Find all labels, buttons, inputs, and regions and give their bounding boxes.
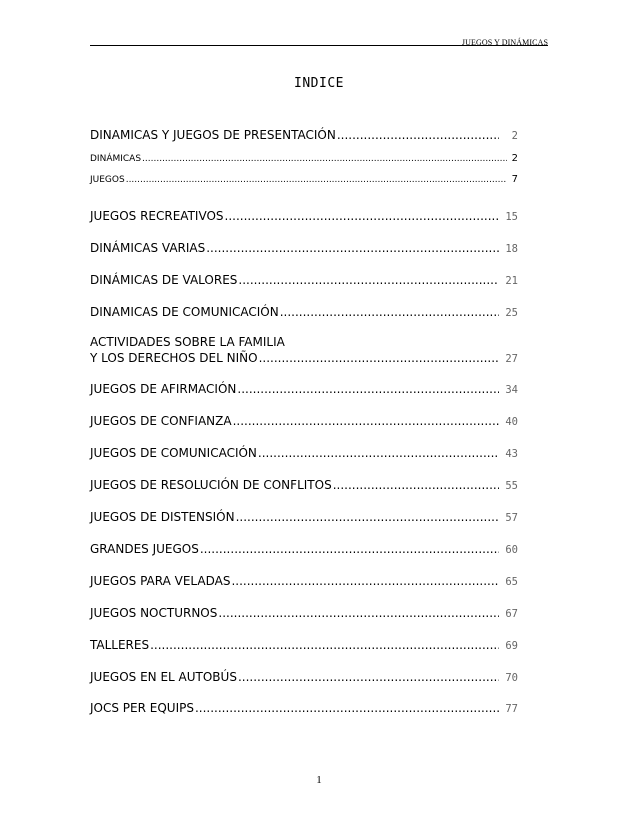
toc-entry-nocturnos[interactable]: [90, 606, 518, 620]
toc-entry-familia[interactable]: [90, 351, 518, 365]
toc-entry-autobus[interactable]: [90, 670, 518, 684]
toc-entry-comunicacion-dinamicas[interactable]: [90, 305, 518, 319]
toc-entry-page: 21: [505, 275, 518, 287]
dot-leader: [200, 542, 499, 556]
toc-entry-label: JUEGOS DE CONFIANZA: [90, 414, 232, 428]
dot-leader: [238, 273, 499, 287]
toc-entry-recreativos[interactable]: [90, 209, 518, 223]
toc-entry-afirmacion[interactable]: [90, 382, 518, 396]
toc-entry-label: JUEGOS DE AFIRMACIÓN: [90, 382, 237, 396]
running-header-title: JUEGOS Y DINÁMICAS: [461, 38, 548, 47]
dot-leader: [237, 382, 499, 396]
dot-leader: [280, 305, 499, 319]
toc-subentry-juegos[interactable]: [90, 174, 518, 185]
toc-entry-label: JUEGOS: [90, 175, 125, 185]
toc-entry-label: JOCS PER EQUIPS: [90, 701, 194, 715]
toc-entry-label: JUEGOS DE COMUNICACIÓN: [90, 446, 257, 460]
toc-entry-page: 7: [511, 174, 518, 185]
toc-entry-valores[interactable]: [90, 273, 518, 287]
toc-entry-label: JUEGOS RECREATIVOS: [90, 209, 224, 223]
toc-entry-label: DINÁMICAS: [90, 154, 142, 164]
dot-leader: [126, 175, 507, 185]
header-rule: [90, 45, 548, 46]
page-number: 1: [316, 774, 322, 786]
toc-subentry-dinamicas[interactable]: [90, 153, 518, 164]
toc-entry-label: JUEGOS EN EL AUTOBÚS: [90, 670, 237, 684]
toc-entry-label: DINÁMICAS VARIAS: [90, 241, 206, 255]
toc-entry-page: 69: [505, 640, 518, 652]
toc-entry-page: 43: [505, 448, 518, 460]
toc-entry-page: 34: [505, 384, 518, 396]
toc-entry-label: GRANDES JUEGOS: [90, 542, 199, 556]
dot-leader: [150, 638, 499, 652]
toc-entry-page: 65: [505, 576, 518, 588]
toc-entry-page: 77: [505, 703, 518, 715]
toc-entry-label: DINAMICAS Y JUEGOS DE PRESENTACIÓN: [90, 128, 336, 142]
dot-leader: [142, 154, 507, 164]
toc-entry-label: JUEGOS DE DISTENSIÓN: [90, 510, 235, 524]
toc-entry-page: 55: [505, 480, 518, 492]
toc-entry-confianza[interactable]: [90, 414, 518, 428]
toc-entry-page: 40: [505, 416, 518, 428]
dot-leader: [258, 446, 499, 460]
dot-leader: [225, 209, 499, 223]
toc-entry-label: Y LOS DERECHOS DEL NIÑO: [90, 351, 258, 365]
toc-entry-varias[interactable]: [90, 241, 518, 255]
toc-entry-label: JUEGOS NOCTURNOS: [90, 606, 218, 620]
toc-entry-page: 27: [505, 353, 518, 365]
index-heading: INDICE: [294, 76, 344, 91]
toc-entry-presentacion[interactable]: [90, 128, 518, 142]
dot-leader: [206, 241, 499, 255]
dot-leader: [195, 701, 499, 715]
toc-entry-page: 18: [505, 243, 518, 255]
toc-entry-page: 70: [505, 672, 518, 684]
toc-entry-page: 15: [505, 211, 518, 223]
toc-entry-talleres[interactable]: [90, 638, 518, 652]
dot-leader: [337, 128, 499, 142]
toc-entry-equips[interactable]: [90, 701, 518, 715]
dot-leader: [231, 574, 499, 588]
toc-entry-veladas[interactable]: [90, 574, 518, 588]
dot-leader: [333, 478, 499, 492]
toc-entry-label: JUEGOS DE RESOLUCIÓN DE CONFLITOS: [90, 478, 332, 492]
dot-leader: [236, 510, 499, 524]
toc-entry-page: 57: [505, 512, 518, 524]
toc-entry-label: TALLERES: [90, 638, 150, 652]
toc-entry-label: DINÁMICAS DE VALORES: [90, 273, 238, 287]
toc-entry-conflitos[interactable]: [90, 478, 518, 492]
toc-entry-label: DINAMICAS DE COMUNICACIÓN: [90, 305, 279, 319]
dot-leader: [259, 351, 499, 365]
dot-leader: [218, 606, 499, 620]
toc-entry-page: 2: [511, 130, 518, 142]
toc-entry-label: JUEGOS PARA VELADAS: [90, 574, 231, 588]
toc-entry-distension[interactable]: [90, 510, 518, 524]
dot-leader: [233, 414, 499, 428]
toc-entry-grandes[interactable]: [90, 542, 518, 556]
dot-leader: [238, 670, 499, 684]
toc-entry-familia-line1[interactable]: ACTIVIDADES SOBRE LA FAMILIA: [90, 335, 285, 349]
toc-entry-page: 2: [511, 153, 518, 164]
toc-entry-page: 25: [505, 307, 518, 319]
toc-entry-comunicacion-juegos[interactable]: [90, 446, 518, 460]
toc-entry-page: 60: [505, 544, 518, 556]
toc-entry-page: 67: [505, 608, 518, 620]
